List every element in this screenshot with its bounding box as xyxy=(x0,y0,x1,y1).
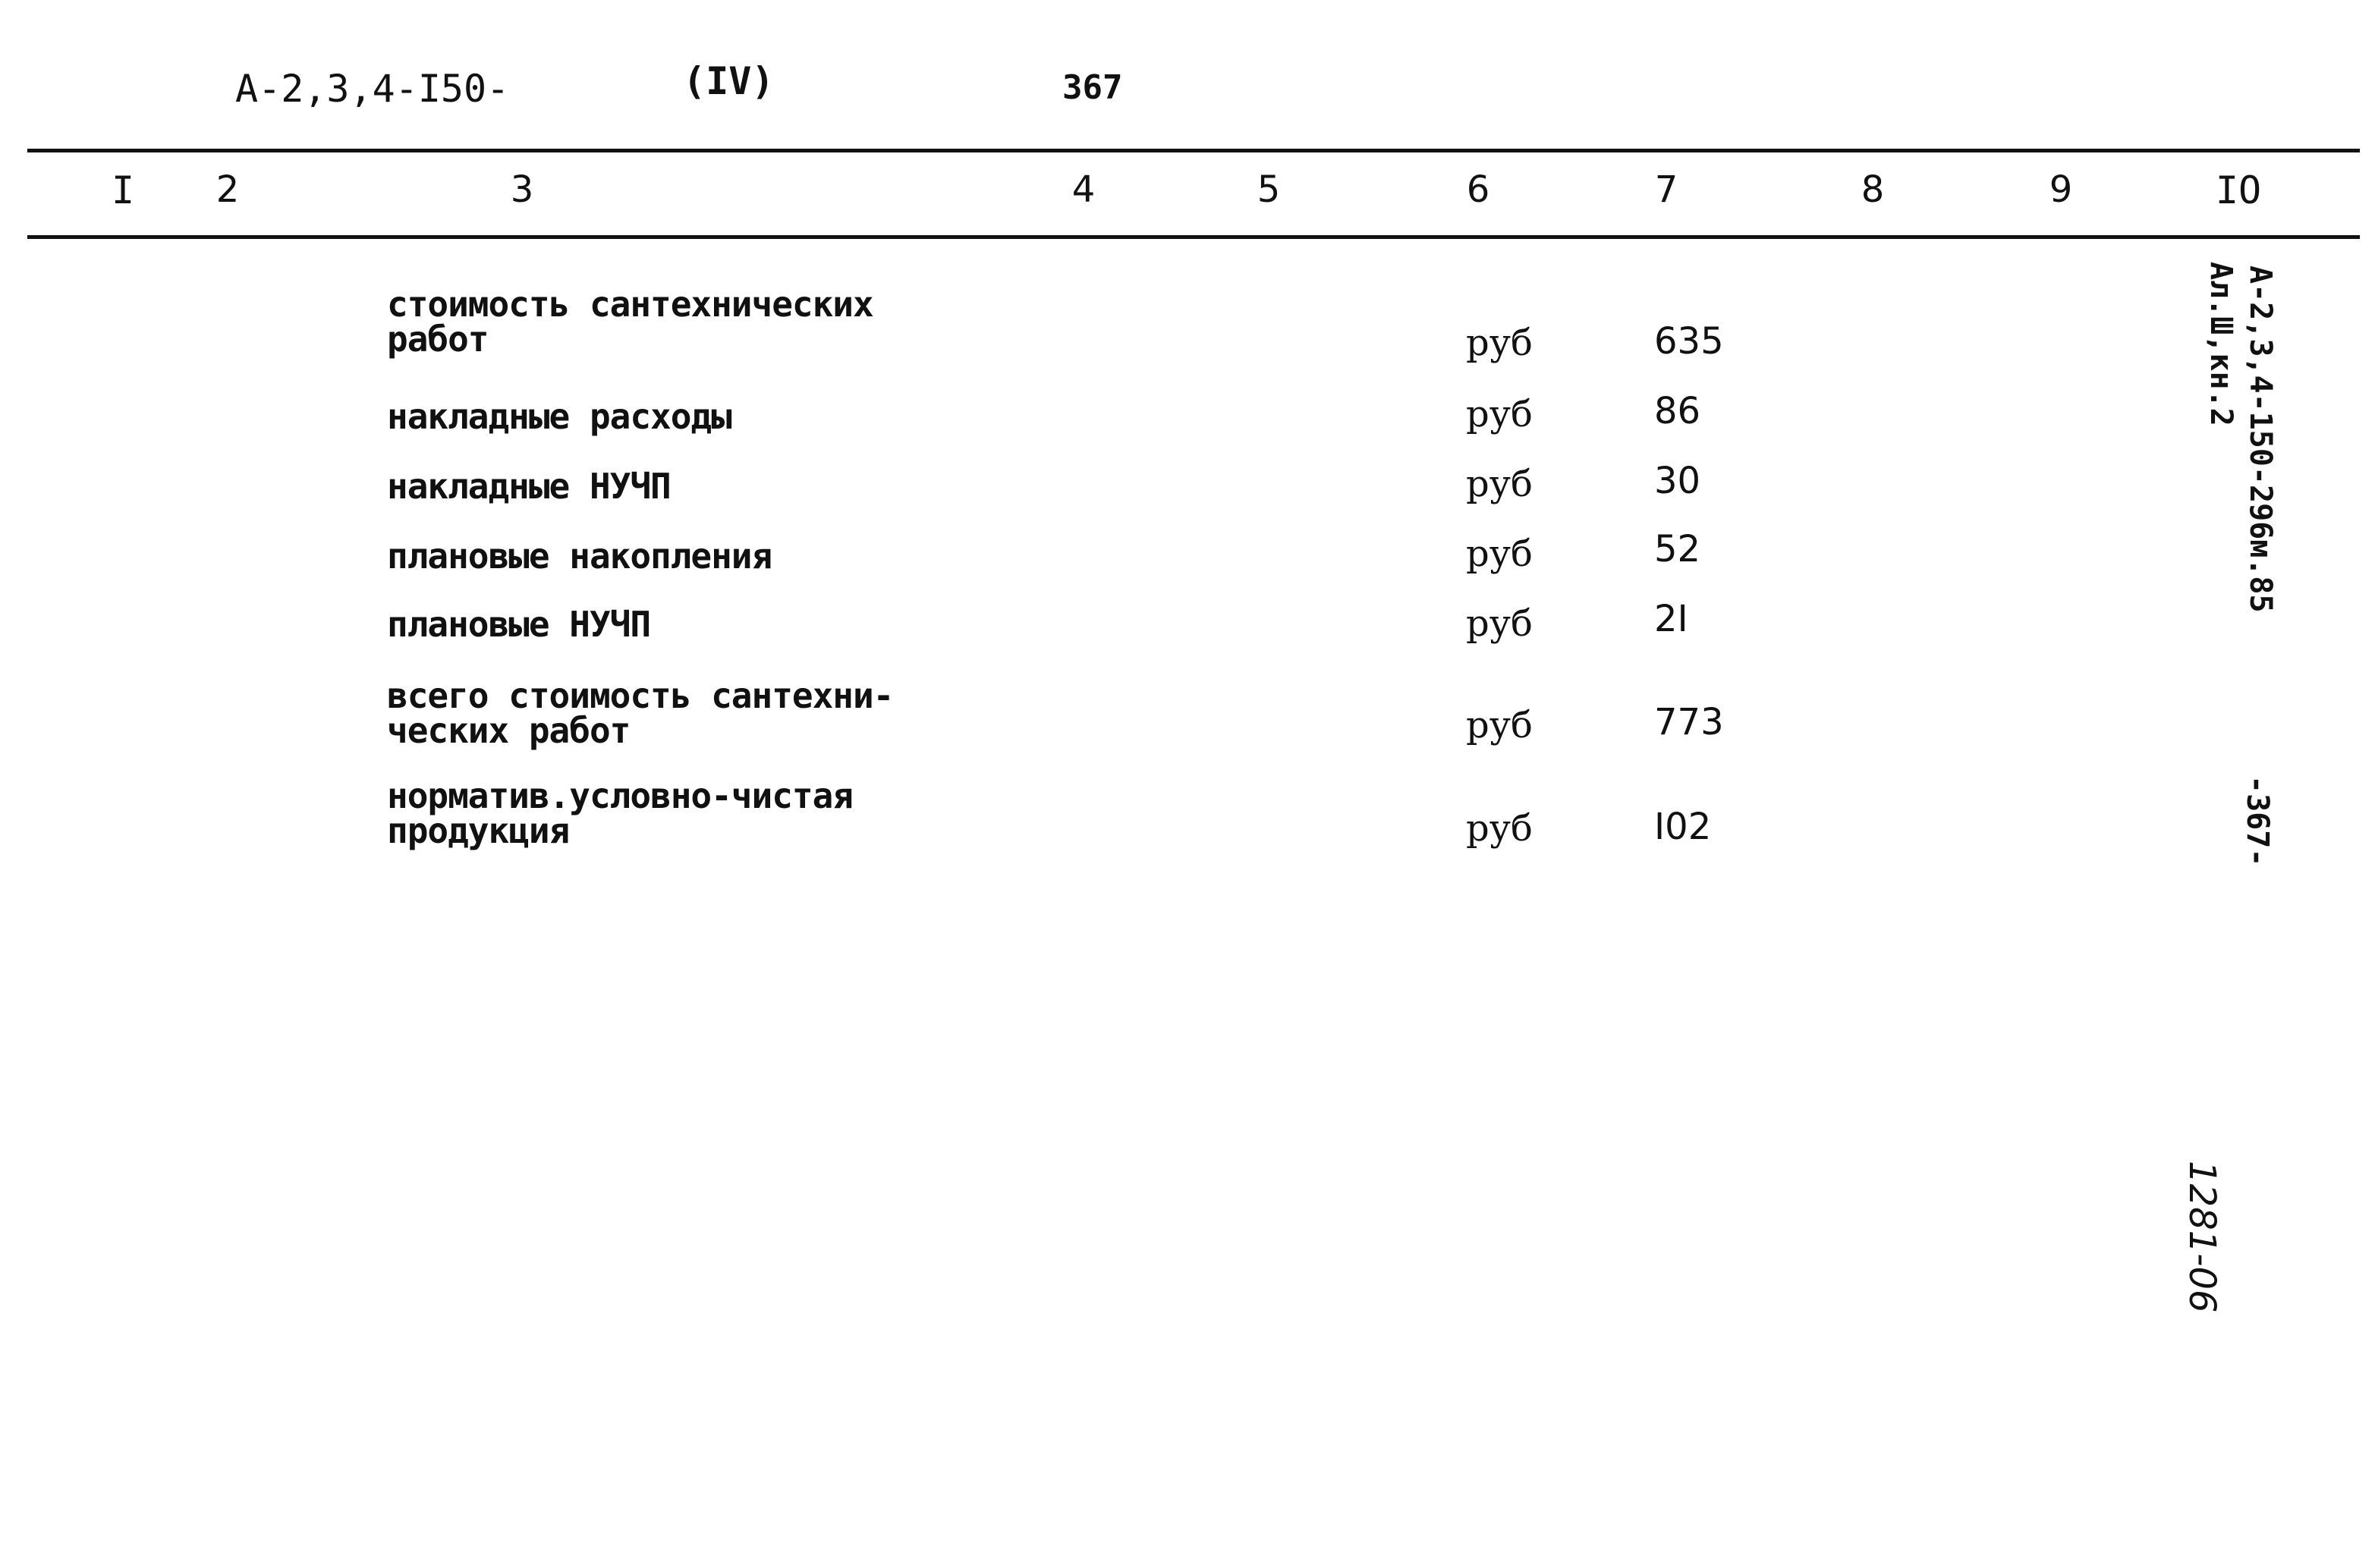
column-header-9: 9 xyxy=(2049,168,2073,211)
column-header-3: 3 xyxy=(510,168,534,211)
row-7-unit: руб xyxy=(1466,807,1533,850)
row-5-name: плановые НУЧП xyxy=(387,604,651,645)
margin-sheet-mark: 1281-06 xyxy=(2181,1161,2223,1313)
page-number: 367 xyxy=(1062,68,1123,107)
column-header-4: 4 xyxy=(1071,168,1096,211)
column-header-6: 6 xyxy=(1466,168,1490,211)
row-2-value: 86 xyxy=(1654,390,1701,432)
column-header-8: 8 xyxy=(1861,168,1885,211)
row-3-unit: руб xyxy=(1466,463,1533,505)
row-3-name: накладные НУЧП xyxy=(387,466,671,507)
row-7-value: I02 xyxy=(1654,806,1712,848)
row-5-unit: руб xyxy=(1466,602,1533,645)
row-7-name: норматив.условно-чистая продукция xyxy=(387,775,853,851)
row-6-name: всего стоимость сантехни- ческих работ xyxy=(387,675,894,751)
column-header-7: 7 xyxy=(1654,168,1678,211)
row-6-unit: руб xyxy=(1466,704,1533,746)
document-code: А-2,3,4-I50- xyxy=(235,67,510,111)
column-header-2: 2 xyxy=(215,168,240,211)
row-1-value: 635 xyxy=(1654,320,1724,363)
row-6-value: 773 xyxy=(1654,701,1724,743)
column-header-10: IO xyxy=(2215,168,2262,212)
margin-reference-code: А-2,3,4-150-296м.85 xyxy=(2243,266,2278,613)
row-4-name: плановые накопления xyxy=(387,536,772,577)
table-top-rule xyxy=(27,149,2360,152)
row-2-unit: руб xyxy=(1466,393,1533,435)
row-5-value: 2I xyxy=(1654,598,1688,640)
margin-page-mark: -367- xyxy=(2240,775,2275,867)
column-header-1: I xyxy=(111,168,135,212)
row-4-value: 52 xyxy=(1654,528,1701,570)
section-number: (IV) xyxy=(683,59,775,103)
column-header-5: 5 xyxy=(1257,168,1281,211)
row-3-value: 30 xyxy=(1654,460,1701,502)
row-4-unit: руб xyxy=(1466,533,1533,575)
row-2-name: накладные расходы xyxy=(387,396,731,437)
row-1-unit: руб xyxy=(1466,322,1533,364)
table-header-bottom-rule xyxy=(27,235,2360,239)
margin-reference-volume: Ал.Ш,кн.2 xyxy=(2204,262,2238,426)
row-1-name: стоимость сантехнических работ xyxy=(387,284,873,360)
